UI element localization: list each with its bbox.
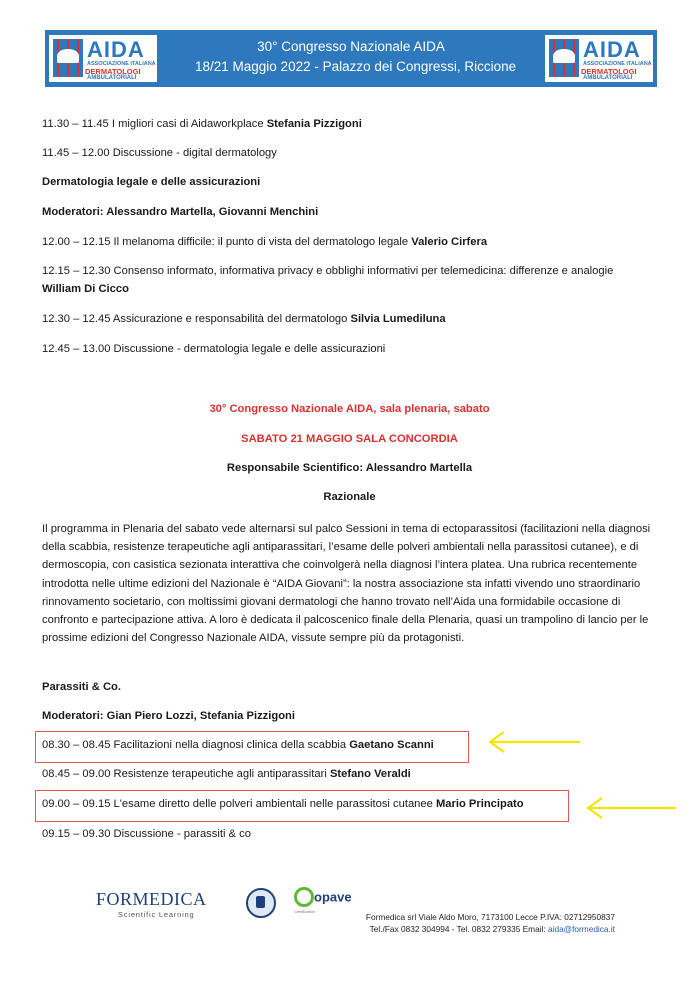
item-text: 08.30 – 08.45 Facilitazioni nella diagnosi clinica della scabbia [42, 739, 347, 751]
program-item [42, 828, 251, 840]
opave-name: opave [314, 889, 352, 905]
session-title: Parassiti & Co. [42, 681, 121, 693]
item-text: 12.00 – 12.15 Il melanoma difficile: il punto di vista del dermatologo legale [42, 236, 409, 248]
program-item [42, 147, 277, 159]
logo-brand: AIDA [583, 37, 641, 62]
program-item [42, 768, 411, 780]
formedica-tagline: Scientific Learning [118, 910, 195, 919]
program-item [42, 118, 362, 130]
razionale-title: Razionale [323, 491, 376, 503]
logo-line3: AMBULATORIALI [583, 75, 633, 81]
logo-line1: ASSOCIAZIONE ITALIANA [87, 61, 156, 67]
footer-contacts [366, 911, 615, 935]
footer-phone [366, 923, 615, 935]
aida-emblem-icon [53, 39, 83, 77]
item-text: 09.00 – 09.15 L'esame diretto delle polveri ambientali nelle parassitosi cutanee [42, 798, 433, 810]
program-item [42, 343, 385, 355]
session-moderators: Moderatori: Alessandro Martella, Giovanni Menchini [42, 206, 319, 218]
opave-ring-icon [294, 887, 314, 907]
razionale-text: Il programma in Plenaria del sabato vede alternarsi sul palco Sessioni in tema di ectoparassitosi (facilitazioni nella diagnosi della scabbia, resistenze terapeutiche agli antiparassitari, l’esame delle polveri ambientali nella parassitosi cutanee), e di dermoscopia, con casistica sezionata interattiva che coinvolgerà nella diagnosi l’intera platea. Una rubrica recentemente introdotta nelle ultime edizioni del Nazionale è “AIDA Giovani”: la nostra associazione sta infatti vivendo uno straordinario rinnovamento societario, con moltissimi giovani dermatologi che hanno trovato nell’Aida una formidabile occasione di confronto e partecipazione attiva. A loro è dedicata il palcoscenico finale della Plenaria, quasi un trampolino di lancio per le prossime edizioni del Congresso Nazionale AIDA, vissute sempre più da protagonisti. [42, 523, 651, 645]
speaker-name: Stefania Pizzigoni [266, 118, 362, 130]
speaker-name: Valerio Cirfera [411, 236, 488, 248]
speaker-name: Mario Principato [435, 798, 524, 810]
program-item [42, 739, 434, 751]
item-text: 12.30 – 12.45 Assicurazione e responsabilità del dermatologo [42, 313, 348, 325]
arrow-left-icon [486, 729, 584, 755]
aida-logo-right [545, 35, 653, 82]
item-text: 11.45 – 12.00 Discussione - digital dermatology [42, 147, 277, 159]
program-item [42, 236, 487, 248]
plenary-date: SABATO 21 MAGGIO SALA CONCORDIA [241, 433, 458, 445]
formedica-logo [96, 889, 207, 919]
plenary-heading: 30° Congresso Nazionale AIDA, sala plenaria, sabato [209, 403, 490, 415]
item-text: 08.45 – 09.00 Resistenze terapeutiche agli antiparassitari [42, 768, 327, 780]
logo-line2: DERMATOLOGI [85, 67, 141, 76]
speaker-name: Stefano Veraldi [329, 768, 411, 780]
logo-brand: AIDA [87, 37, 145, 62]
speaker-name: William Di Cicco [42, 283, 129, 295]
speaker-name: Gaetano Scanni [349, 739, 434, 751]
logo-line1: ASSOCIAZIONE ITALIANA [583, 61, 652, 67]
header-title: 30° Congresso Nazionale AIDA [257, 39, 445, 54]
header-subtitle: 18/21 Maggio 2022 - Palazzo dei Congressi, Riccione [195, 59, 517, 74]
email-link[interactable]: aida@formedica.it [548, 924, 615, 934]
opave-caption: Certification [294, 909, 316, 914]
opave-logo [294, 887, 354, 914]
header-banner [45, 30, 657, 87]
program-item-text: 12.15 – 12.30 Consenso informato, informativa privacy e obblighi informativi per telemedicina: differenze e analogie [42, 265, 614, 277]
arrow-left-icon [584, 795, 680, 821]
accreditation-seal-icon [246, 888, 276, 918]
program-item [42, 798, 524, 810]
scientific-responsible: Responsabile Scientifico: Alessandro Martella [226, 462, 473, 474]
logo-line2: DERMATOLOGI [581, 67, 637, 76]
aida-logo-left [49, 35, 157, 82]
item-text: 11.30 – 11.45 I migliori casi di Aidaworkplace [42, 118, 264, 130]
program-item [42, 313, 446, 325]
footer-address: Formedica srl Viale Aldo Moro, 7173100 Lecce P.IVA: 02712950837 [365, 912, 615, 922]
footer-phone-text: Tel./Fax 0832 304994 - Tel. 0832 279335 Email: [369, 924, 548, 934]
item-text: 09.15 – 09.30 Discussione - parassiti & co [42, 828, 251, 840]
logo-line3: AMBULATORIALI [87, 75, 137, 81]
aida-emblem-icon [549, 39, 579, 77]
session-moderators: Moderatori: Gian Piero Lozzi, Stefania Pizzigoni [42, 710, 295, 722]
speaker-name: Silvia Lumediluna [350, 313, 446, 325]
formedica-name: FORMEDICA [96, 889, 207, 909]
session-title: Dermatologia legale e delle assicurazioni [42, 176, 261, 188]
item-text: 12.45 – 13.00 Discussione - dermatologia legale e delle assicurazioni [42, 343, 386, 355]
